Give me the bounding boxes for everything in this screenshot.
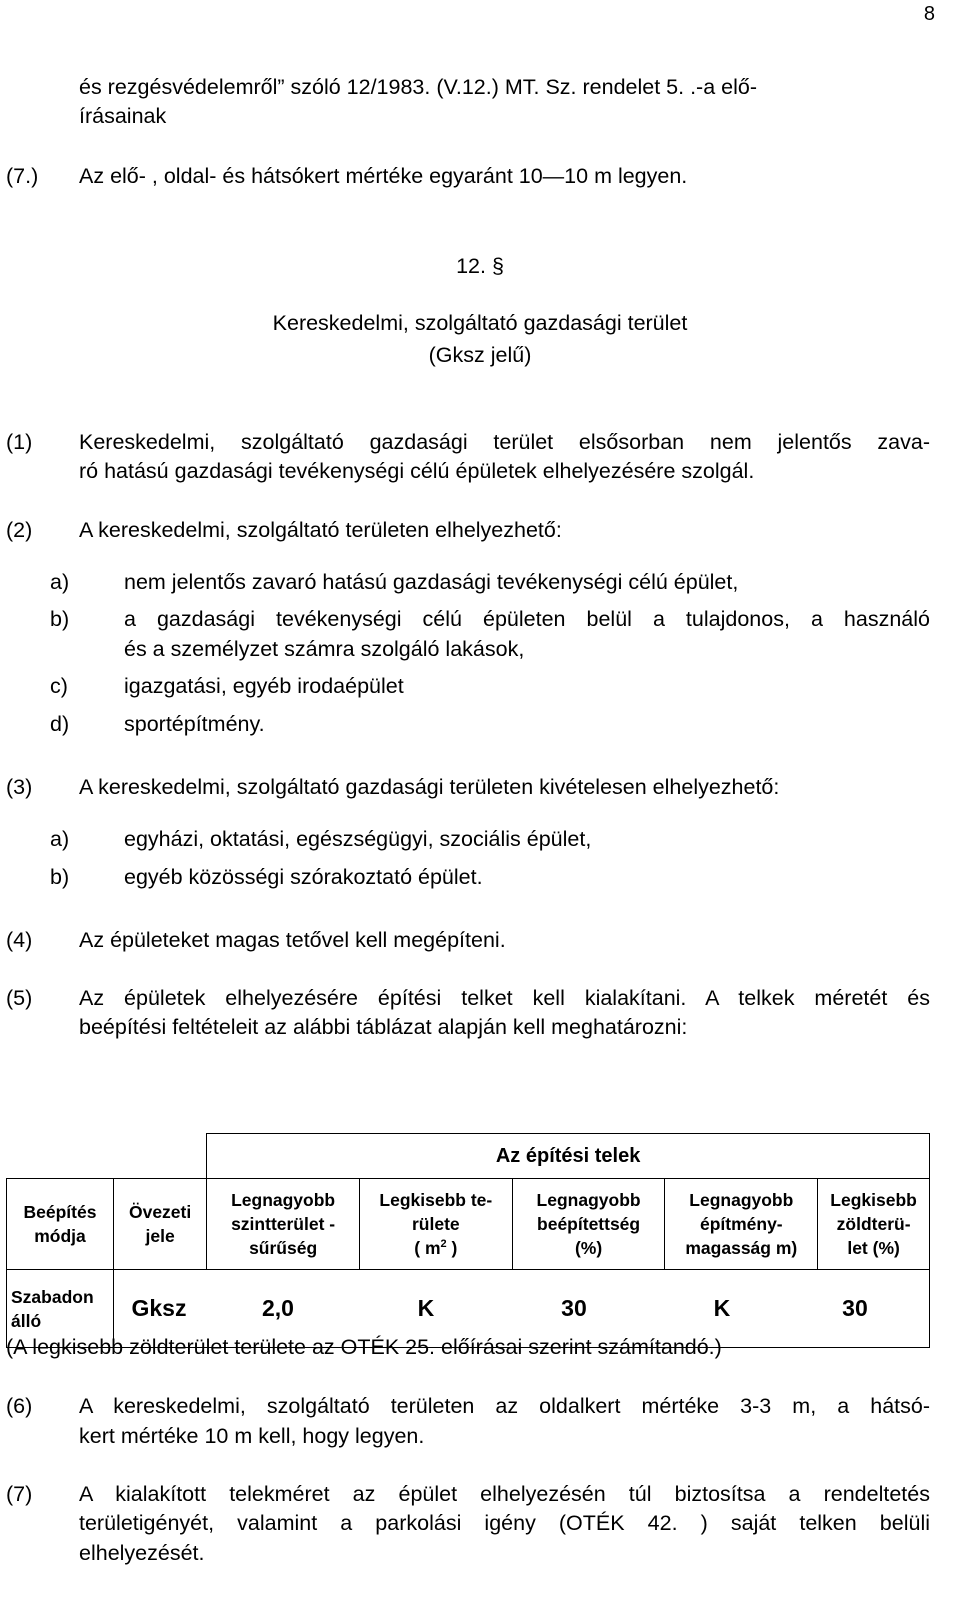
row-beepites-modja: Szabadon álló — [7, 1270, 114, 1348]
paragraph-5-line-2: beépítési feltételeit az alábbi táblázat alapján kell meghatározni: — [79, 1015, 688, 1039]
table-group-header: Az építési telek — [207, 1134, 930, 1179]
carry-over-line-1: és rezgésvédelemről” szóló 12/1983. (V.12.) MT. Sz. rendelet 5. .-a elő- — [79, 75, 757, 99]
value-beepitettseg: 30 — [561, 1295, 587, 1321]
carry-over-line-2: írásainak — [79, 104, 167, 128]
paragraph-1-line-2: ró hatású gazdasági tevékenységi célú épületek elhelyezésére szolgál. — [79, 459, 755, 483]
list-3-label-b: b) — [50, 865, 70, 889]
header-beepitettseg: Legnagyobb beépítettség (%) — [512, 1179, 665, 1270]
section-number: 12. § — [456, 254, 504, 278]
paragraph-2-text: A kereskedelmi, szolgáltató területen elhelyezhető: — [79, 518, 562, 542]
building-plot-table — [6, 1133, 930, 1348]
page-number: 8 — [923, 3, 935, 25]
paragraph-6-line-2: kert mértéke 10 m kell, hogy legyen. — [79, 1424, 425, 1448]
paragraph-3-text: A kereskedelmi, szolgáltató gazdasági területen kivételesen elhelyezhető: — [79, 775, 780, 799]
value-ovezeti-jele: Gksz — [131, 1295, 187, 1321]
list-2-label-d: d) — [50, 712, 70, 736]
header-epitmenymagassag: Legnagyobb építmény- magasság m) — [665, 1179, 818, 1270]
section-mark-icon: § — [491, 254, 504, 278]
green-area-note: (A legkisebb zöldterület területe az OTÉK 25. előírásai szerint számítandó.) — [6, 1335, 722, 1359]
header-beepites-modja: Beépítés módja — [7, 1179, 114, 1270]
list-2-item-a: nem jelentős zavaró hatású gazdasági tevékenységi célú épület, — [124, 570, 739, 594]
paragraph-5-number: (5) — [6, 986, 33, 1010]
list-2-item-d: sportépítmény. — [124, 712, 265, 736]
paragraph-7-line-3: elhelyezését. — [79, 1541, 205, 1565]
paragraph-4-text: Az épületeket magas tetővel kell megépíteni. — [79, 928, 506, 952]
list-3-item-b: egyéb közösségi szórakoztató épület. — [124, 865, 483, 889]
paragraph-3-number: (3) — [6, 775, 33, 799]
list-3-label-a: a) — [50, 827, 70, 851]
paragraph-4-number: (4) — [6, 928, 33, 952]
list-2-item-b-line-1: a gazdasági tevékenységi célú épületen belül a tulajdonos, a használó — [124, 607, 930, 631]
value-epitmenymagassag: K — [713, 1295, 731, 1321]
prev-item-text: Az elő- , oldal- és hátsókert mértéke egyaránt 10—10 m legyen. — [79, 164, 688, 188]
list-2-item-c: igazgatási, egyéb irodaépület — [124, 674, 404, 698]
paragraph-1-number: (1) — [6, 430, 33, 454]
paragraph-2-number: (2) — [6, 518, 33, 542]
paragraph-6-number: (6) — [6, 1394, 33, 1418]
list-2-label-b: b) — [50, 607, 70, 631]
value-szintterulet: 2,0 — [261, 1295, 294, 1321]
table-empty-corner — [7, 1134, 207, 1179]
paragraph-7-line-2: területigényét, valamint a parkolási igény (OTÉK 42. ) saját telken belüli — [79, 1511, 930, 1535]
paragraph-7-number: (7) — [6, 1482, 33, 1506]
prev-item-number: (7.) — [6, 164, 39, 188]
section-subtitle: (Gksz jelű) — [428, 343, 532, 367]
value-zoldterulet: 30 — [842, 1295, 868, 1321]
header-zoldterulet: Legkisebb zöldterü- let (%) — [818, 1179, 930, 1270]
header-ovezeti-jele: Övezeti jele — [113, 1179, 206, 1270]
paragraph-7-line-1: A kialakított telekméret az épület elhelyezésén túl biztosítsa a rendeltetés — [79, 1482, 930, 1506]
paragraph-5-line-1: Az épületek elhelyezésére építési telket kell kialakítani. A telkek méretét és — [79, 986, 930, 1010]
header-legkisebb-terulet: Legkisebb te- rülete ( $m^2$ ) — [359, 1179, 512, 1270]
header-szintterulet: Legnagyobb szintterület - sűrűség — [207, 1179, 360, 1270]
list-2-label-c: c) — [50, 674, 68, 698]
list-2-item-b-line-2: és a személyzet számra szolgáló lakások, — [124, 637, 525, 661]
section-title: Kereskedelmi, szolgáltató gazdasági terület — [272, 311, 688, 335]
value-legkisebb-terulet: K — [417, 1295, 435, 1321]
list-3-item-a: egyházi, oktatási, egészségügyi, szociális épület, — [124, 827, 592, 851]
paragraph-6-line-1: A kereskedelmi, szolgáltató területen az oldalkert mértéke 3-3 m, a hátsó- — [79, 1394, 930, 1418]
list-2-label-a: a) — [50, 570, 70, 594]
paragraph-1-line-1: Kereskedelmi, szolgáltató gazdasági terület elsősorban nem jelentős zava- — [79, 430, 930, 454]
